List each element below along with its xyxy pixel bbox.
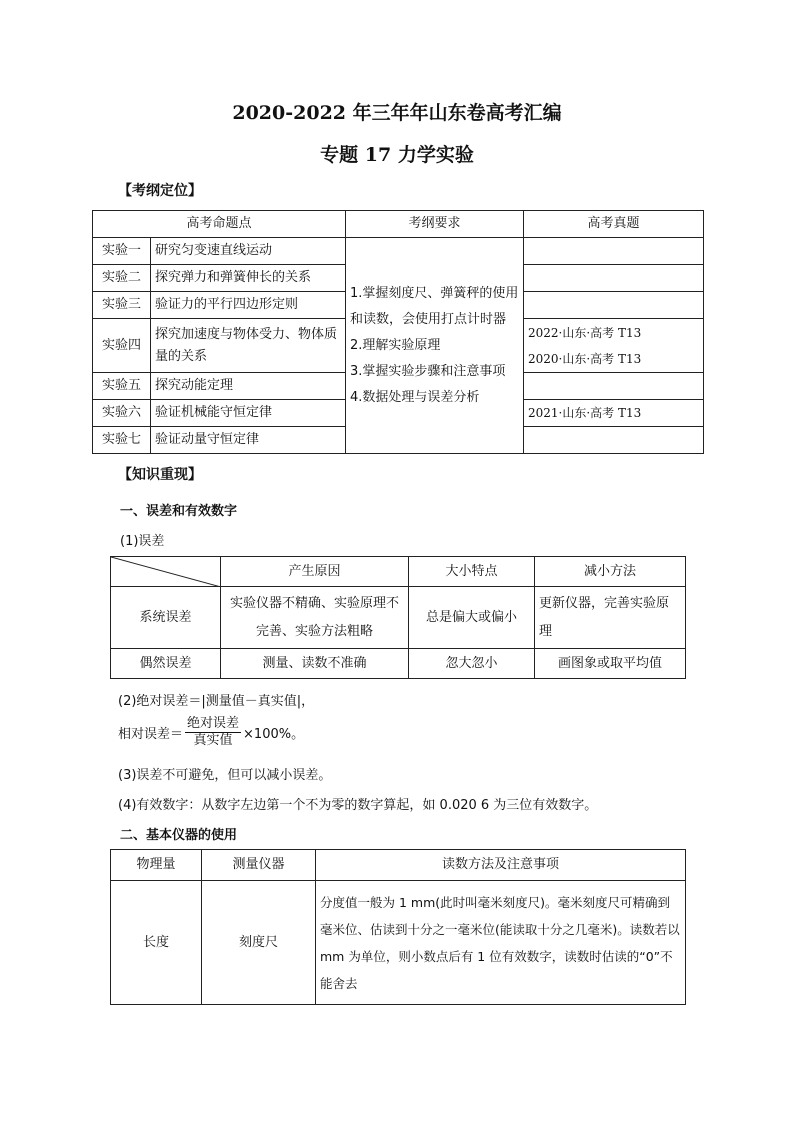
error-feature: 总是偏大或偏小 <box>409 587 535 649</box>
experiment-name: 验证力的平行四边形定则 <box>151 292 346 319</box>
subheading-instruments: 二、基本仪器的使用 <box>120 828 238 843</box>
error-type: 偶然误差 <box>111 649 221 679</box>
error-type: 系统误差 <box>111 587 221 649</box>
error-method: 画图象或取平均值 <box>535 649 686 679</box>
reading-notes: 分度值一般为 1 mm(此时叫毫米刻度尺)。毫米刻度尺可精确到毫米位、估读到十分之一毫米位(能读取十分之几毫米)。读数若以 mm 为单位，则小数点后有 1 位有效数字，读数时估读的“0”不能舍去 <box>316 881 686 1005</box>
col-header: 考纲要求 <box>346 211 524 238</box>
experiment-id: 实验四 <box>93 319 151 373</box>
diagonal-line <box>111 557 221 587</box>
doc-subtitle: 专题 17 力学实验 <box>320 144 474 166</box>
section-heading-outline: 【考纲定位】 <box>118 183 202 199</box>
error-cause: 测量、读数不准确 <box>221 649 409 679</box>
experiment-name: 研究匀变速直线运动 <box>151 238 346 265</box>
subheading-error: 一、误差和有效数字 <box>120 504 238 519</box>
quantity: 长度 <box>111 881 202 1005</box>
experiment-name: 验证动量守恒定律 <box>151 427 346 454</box>
fraction-numerator: 绝对误差 <box>187 716 240 731</box>
col-header: 读数方法及注意事项 <box>316 850 686 881</box>
error-method: 更新仪器，完善实验原理 <box>535 587 686 649</box>
doc-title: 2020-2022 年三年年山东卷高考汇编 <box>232 102 562 124</box>
section-heading-knowledge: 【知识重现】 <box>118 467 202 483</box>
exam-cell <box>524 427 704 454</box>
experiment-id: 实验五 <box>93 373 151 400</box>
col-header: 高考真题 <box>524 211 704 238</box>
relative-error-line <box>118 716 304 749</box>
requirements-cell: 1.掌握刻度尺、弹簧秤的使用和读数，会使用打点计时器 2.理解实验原理 3.掌握实验步骤和注意事项 4.数据处理与误差分析 <box>346 238 524 454</box>
experiment-name: 验证机械能守恒定律 <box>151 400 346 427</box>
exam-cell <box>524 373 704 400</box>
relative-error-prefix: 相对误差＝ <box>118 727 184 742</box>
experiment-name: 探究弹力和弹簧伸长的关系 <box>151 265 346 292</box>
experiment-name: 探究加速度与物体受力、物体质量的关系 <box>151 319 346 373</box>
col-header: 减小方法 <box>535 557 686 587</box>
exam-cell: 2022·山东·高考 T13 2020·山东·高考 T13 <box>524 319 704 373</box>
experiment-name: 探究动能定理 <box>151 373 346 400</box>
experiment-id: 实验六 <box>93 400 151 427</box>
col-header: 大小特点 <box>409 557 535 587</box>
exam-cell <box>524 238 704 265</box>
instrument-table <box>110 849 686 1005</box>
absolute-error-line: (2)绝对误差＝|测量值－真实值|， <box>118 694 315 709</box>
col-header: 高考命题点 <box>93 211 346 238</box>
diagonal-header-cell <box>111 557 221 587</box>
error-table <box>110 556 686 679</box>
col-header: 物理量 <box>111 850 202 881</box>
significant-figures-line: (4)有效数字：从数字左边第一个不为零的数字算起，如 0.020 6 为三位有效数字。 <box>118 798 598 813</box>
fraction-denominator: 真实值 <box>193 733 233 748</box>
fraction <box>185 716 241 749</box>
error-unavoidable-line: (3)误差不可避免，但可以减小误差。 <box>118 768 332 783</box>
experiment-id: 实验三 <box>93 292 151 319</box>
experiment-id: 实验七 <box>93 427 151 454</box>
exam-cell <box>524 265 704 292</box>
relative-error-suffix: ×100%。 <box>243 727 305 742</box>
outline-table <box>92 210 704 454</box>
experiment-id: 实验二 <box>93 265 151 292</box>
error-feature: 忽大忽小 <box>409 649 535 679</box>
exam-cell: 2021·山东·高考 T13 <box>524 400 704 427</box>
instrument: 刻度尺 <box>202 881 316 1005</box>
subheading-error-1: (1)误差 <box>120 534 165 549</box>
experiment-id: 实验一 <box>93 238 151 265</box>
error-cause: 实验仪器不精确、实验原理不完善、实验方法粗略 <box>221 587 409 649</box>
col-header: 测量仪器 <box>202 850 316 881</box>
col-header: 产生原因 <box>221 557 409 587</box>
exam-cell <box>524 292 704 319</box>
